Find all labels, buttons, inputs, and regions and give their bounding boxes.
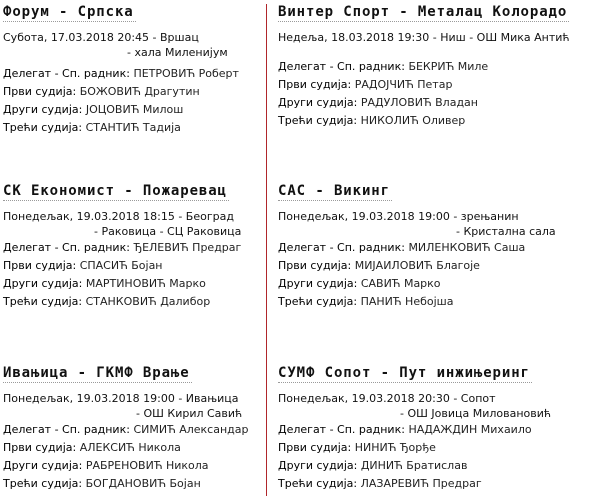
official-name: СПАСИЋ Бојан <box>79 259 163 272</box>
official-role: Први судија: <box>3 85 77 98</box>
match-title: Ивањица - ГКМФ Врање <box>3 365 190 381</box>
official-referee-1 <box>278 76 570 94</box>
official-name: ДИНИЋ Братислав <box>360 459 468 472</box>
match-title: Винтер Спорт - Металац Колорадо <box>278 4 568 20</box>
match-card <box>278 1 570 130</box>
official-role: Делегат - Сп. радник: <box>278 241 405 254</box>
official-name: ПАНИЋ Небојша <box>360 295 454 308</box>
official-referee-3 <box>3 293 241 311</box>
match-datetime: Понедељак, 19.03.2018 19:00 - зрењанин <box>278 210 519 223</box>
official-delegate <box>3 65 239 83</box>
official-role: Делегат - Сп. радник: <box>278 60 405 73</box>
match-card <box>278 362 551 493</box>
official-name: САВИЋ Марко <box>360 277 441 290</box>
match-venue: - ОШ Јовица Миловановић <box>400 407 552 420</box>
official-referee-1 <box>3 257 241 275</box>
official-name: БОЖОВИЋ Драгутин <box>79 85 200 98</box>
official-role: Други судија: <box>3 459 83 472</box>
official-role: Први судија: <box>278 78 352 91</box>
official-role: Други судија: <box>278 96 358 109</box>
match-title: САС - Викинг <box>278 183 390 199</box>
match-venue: - хала Миленијум <box>127 46 228 59</box>
official-role: Други судија: <box>278 459 358 472</box>
official-delegate <box>3 239 241 257</box>
official-referee-1 <box>278 257 556 275</box>
official-referee-2 <box>3 101 239 119</box>
official-referee-2 <box>278 457 551 475</box>
officials-list <box>3 421 249 493</box>
official-referee-2 <box>278 275 556 293</box>
match-card <box>3 180 241 311</box>
official-referee-2 <box>278 94 570 112</box>
match-card <box>3 1 239 137</box>
official-referee-3 <box>278 475 551 493</box>
official-name: СИМИЋ Александар <box>133 423 249 436</box>
official-name: НИКОЛИЋ Оливер <box>360 114 466 127</box>
official-role: Трећи судија: <box>278 477 358 490</box>
official-referee-2 <box>3 457 249 475</box>
official-role: Делегат - Сп. радник: <box>278 423 405 436</box>
match-card <box>3 362 249 493</box>
official-role: Трећи судија: <box>278 295 358 308</box>
match-venue: - Кристална сала <box>456 225 556 238</box>
officials-list <box>278 239 556 311</box>
official-referee-2 <box>3 275 241 293</box>
official-role: Други судија: <box>278 277 358 290</box>
match-datetime: Понедељак, 19.03.2018 19:00 - Ивањица <box>3 392 239 405</box>
match-card <box>278 180 556 311</box>
match-title: СУМФ Сопот - Пут инжињеринг <box>278 365 530 381</box>
official-role: Делегат - Сп. радник: <box>3 241 130 254</box>
match-venue: - ОШ Кирил Савић <box>136 407 243 420</box>
official-name: СТАНТИЋ Тадија <box>85 121 181 134</box>
official-referee-1 <box>278 439 551 457</box>
official-name: МАРТИНОВИЋ Марко <box>85 277 206 290</box>
official-name: НИНИЋ Ђорђе <box>354 441 436 454</box>
official-delegate <box>278 58 570 76</box>
official-delegate <box>278 421 551 439</box>
match-datetime: Субота, 17.03.2018 20:45 - Вршац <box>3 31 199 44</box>
official-role: Први судија: <box>3 441 77 454</box>
officials-list <box>278 421 551 493</box>
official-referee-3 <box>278 112 570 130</box>
officials-list <box>278 58 570 130</box>
official-name: РАДОЈЧИЋ Петар <box>354 78 453 91</box>
officials-list <box>3 65 239 137</box>
official-delegate <box>278 239 556 257</box>
official-role: Делегат - Сп. радник: <box>3 67 130 80</box>
official-name: ЈОЦОВИЋ Милош <box>85 103 184 116</box>
match-datetime: Понедељак, 19.03.2018 20:30 - Сопот <box>278 392 496 405</box>
official-name: ЛАЗАРЕВИЋ Предраг <box>360 477 482 490</box>
official-name: БЕКРИЋ Миле <box>408 60 489 73</box>
official-referee-1 <box>3 439 249 457</box>
officials-list <box>3 239 241 311</box>
official-referee-3 <box>3 119 239 137</box>
official-role: Трећи судија: <box>3 121 83 134</box>
official-role: Први судија: <box>278 259 352 272</box>
official-role: Други судија: <box>3 103 83 116</box>
official-name: МИЈАИЛОВИЋ Благоје <box>354 259 480 272</box>
official-role: Трећи судија: <box>278 114 358 127</box>
official-name: РАДУЛОВИЋ Владан <box>360 96 478 109</box>
official-delegate <box>3 421 249 439</box>
official-name: ЂЕЛЕВИЋ Предраг <box>133 241 242 254</box>
official-role: Трећи судија: <box>3 295 83 308</box>
official-name: АЛЕКСИЋ Никола <box>79 441 181 454</box>
official-referee-3 <box>278 293 556 311</box>
official-referee-1 <box>3 83 239 101</box>
official-role: Делегат - Сп. радник: <box>3 423 130 436</box>
official-role: Трећи судија: <box>3 477 83 490</box>
official-name: ПЕТРОВИЋ Роберт <box>133 67 239 80</box>
official-role: Други судија: <box>3 277 83 290</box>
match-datetime: Понедељак, 19.03.2018 18:15 - Београд <box>3 210 234 223</box>
match-title: СК Економист - Пожаревац <box>3 183 227 199</box>
official-name: СТАНКОВИЋ Далибор <box>85 295 211 308</box>
official-role: Први судија: <box>3 259 77 272</box>
match-venue: - Раковица - СЦ Раковица <box>94 225 242 238</box>
official-name: РАБРЕНОВИЋ Никола <box>85 459 209 472</box>
official-name: БОГДАНОВИЋ Бојан <box>85 477 201 490</box>
match-datetime: Недеља, 18.03.2018 19:30 - Ниш - ОШ Мика Антић <box>278 31 570 44</box>
official-name: НАДАЖДИН Михаило <box>408 423 532 436</box>
match-title: Форум - Српска <box>3 4 134 20</box>
official-referee-3 <box>3 475 249 493</box>
official-name: МИЛЕНКОВИЋ Саша <box>408 241 526 254</box>
official-role: Први судија: <box>278 441 352 454</box>
column-divider <box>266 4 267 496</box>
